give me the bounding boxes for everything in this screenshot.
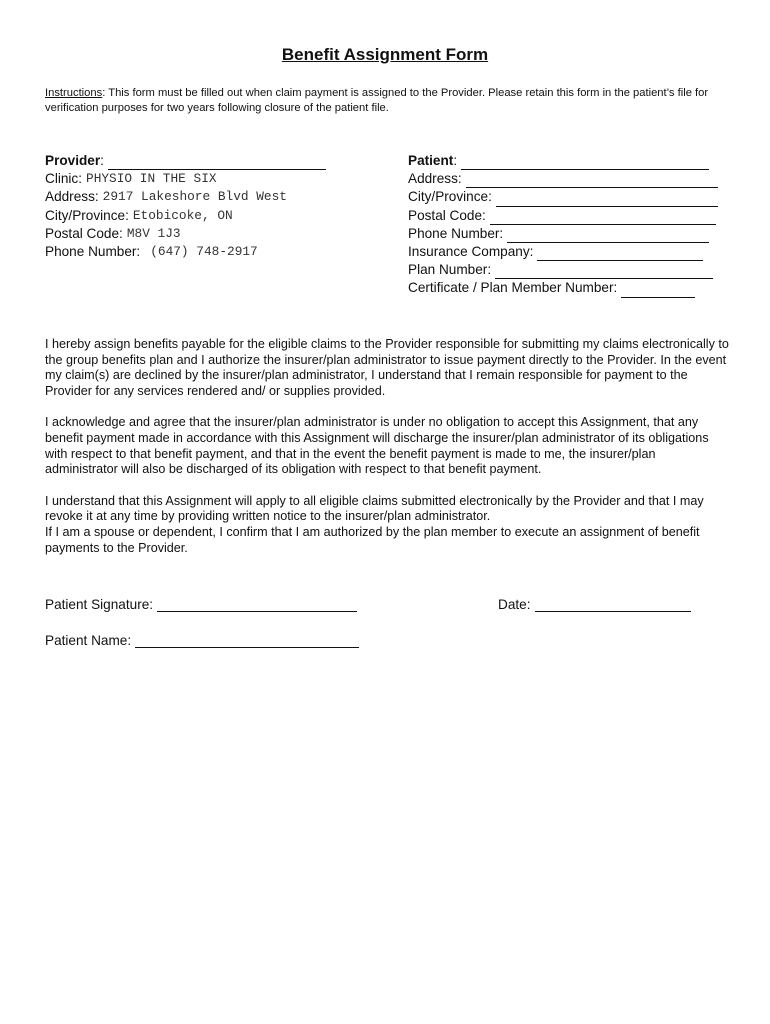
patient-address-label: Address:	[408, 171, 462, 187]
provider-postal-label: Postal Code:	[45, 225, 123, 241]
provider-phone-value[interactable]: (647) 748-2917	[150, 243, 258, 259]
patient-field[interactable]	[461, 156, 709, 170]
instructions	[45, 86, 725, 116]
paragraph-dependent: If I am a spouse or dependent, I confirm that I am authorized by the plan member to execute an assignment of benefit payments to the Provider.	[45, 524, 700, 555]
clinic-value[interactable]: PHYSIO IN THE SIX	[86, 171, 217, 187]
patient-heading: Patient	[408, 152, 454, 168]
patient-signature-field[interactable]	[157, 598, 357, 612]
provider-city-value[interactable]: Etobicoke, ON	[132, 207, 233, 223]
patient-city-field[interactable]	[496, 193, 718, 207]
provider-heading: Provider	[45, 152, 101, 168]
patient-city-label: City/Province:	[408, 189, 492, 205]
patient-section: Patient : Address: City/Province: Postal Code: Phone Number: Insurance Company: Plan Number: Certificate / Plan Member Number:	[408, 152, 728, 298]
paragraph-revocation: I understand that this Assignment will apply to all eligible claims submitted electronically by the Provider and that I may revoke it at any time by providing written notice to the insurer/plan administrator.	[45, 493, 704, 524]
patient-name-field[interactable]	[135, 634, 359, 648]
insurance-company-field[interactable]	[537, 247, 703, 261]
provider-address-value[interactable]: 2917 Lakeshore Blvd West	[102, 189, 287, 205]
provider-postal-value[interactable]: M8V 1J3	[126, 225, 181, 241]
provider-phone-label: Phone Number:	[45, 243, 141, 259]
plan-number-label: Plan Number:	[408, 262, 492, 278]
insurance-company-label: Insurance Company:	[408, 243, 534, 259]
patient-signature-row	[45, 597, 357, 612]
provider-field[interactable]	[108, 156, 326, 170]
patient-postal-label: Postal Code:	[408, 207, 486, 223]
date-field[interactable]	[535, 598, 691, 612]
patient-signature-label: Patient Signature:	[45, 597, 154, 612]
date-label: Date:	[498, 597, 531, 612]
patient-phone-label: Phone Number:	[408, 225, 504, 241]
patient-phone-field[interactable]	[507, 229, 709, 243]
provider-city-label: City/Province:	[45, 207, 129, 223]
date-row	[498, 597, 691, 612]
certificate-number-field[interactable]	[621, 284, 695, 298]
paragraph-acknowledgement: I acknowledge and agree that the insurer/plan administrator is under no obligation to accept this Assignment, that any benefit payment made in accordance with this Assignment will discharge the insurer/plan administrator of its obligations with respect to that benefit payment, and that in the event the benefit payment is made to me, the insurer/plan administrator will also be discharged of its obligation with respect to that benefit payment.	[45, 415, 709, 477]
page-title: Benefit Assignment Form	[281, 45, 489, 64]
patient-address-field[interactable]	[466, 174, 718, 188]
clinic-label: Clinic:	[45, 171, 83, 187]
provider-section: Provider : Clinic: PHYSIO IN THE SIX Address: 2917 Lakeshore Blvd West City/Province: Etobicoke, ON Postal Code: M8V 1J3 Phone Number: (647) 748-2917	[45, 152, 375, 261]
patient-postal-field[interactable]	[490, 211, 716, 225]
certificate-number-label: Certificate / Plan Member Number:	[408, 280, 618, 296]
plan-number-field[interactable]	[495, 265, 713, 279]
instructions-text: : This form must be filled out when claim payment is assigned to the Provider. Please retain this form in the patient’s file for verification purposes for two years following closure of the patient file.	[45, 87, 709, 114]
paragraph-assignment: I hereby assign benefits payable for the eligible claims to the Provider responsible for submitting my claims electronically to the group benefits plan and I authorize the insurer/plan administrator to issue payment directly to the Provider. In the event my claim(s) are declined by the insurer/plan administrator, I understand that I remain responsible for payment to the Provider for any services rendered and/ or supplies provided.	[45, 337, 729, 398]
provider-address-label: Address:	[45, 189, 99, 205]
patient-name-label: Patient Name:	[45, 633, 132, 648]
patient-name-row	[45, 633, 359, 648]
instructions-label: Instructions	[45, 87, 103, 99]
agreement-text	[45, 337, 731, 572]
